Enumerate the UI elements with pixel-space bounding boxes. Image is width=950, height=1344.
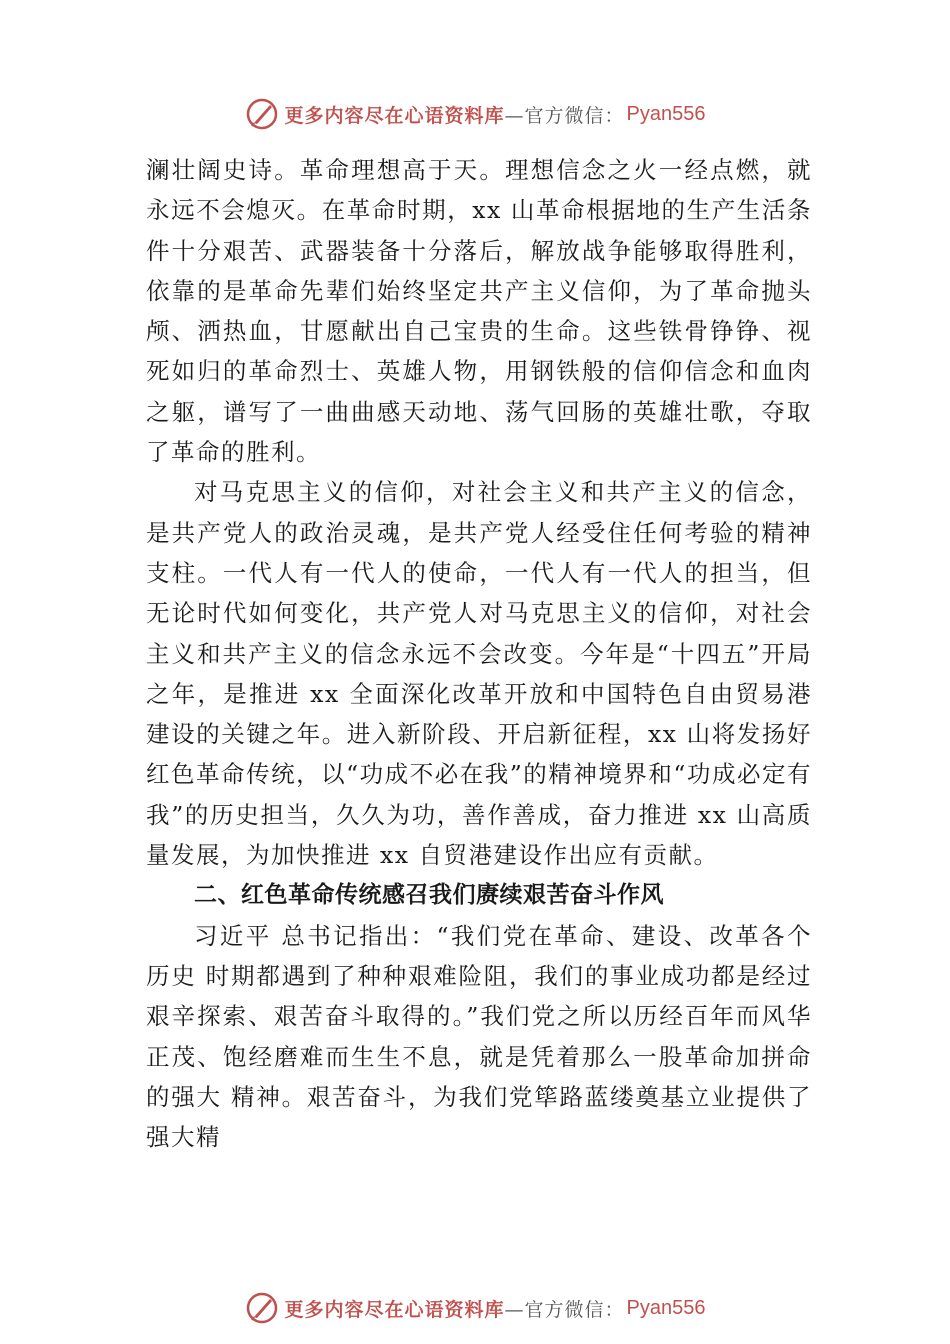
body-paragraph-1: 澜壮阔史诗。革命理想高于天。理想信念之火一经点燃，就永远不会熄灭。在革命时期，xx 山革命根据地的生产生活条件十分艰苦、武器装备十分落后，解放战争能够取得胜利，依靠的是革命先辈们始终坚定共产主义信仰，为了革命抛头颅、洒热血，甘愿献出自己宝贵的生命。这些铁骨铮铮、视死如归的革命烈士、英雄人物，用钢铁般的信仰信念和血肉之躯，谱写了一曲曲感天动地、荡气回肠的英雄壮歌，夺取了革命的胜利。 bbox=[146, 156, 812, 467]
footer-wechat-label: —官方微信： bbox=[504, 1298, 625, 1321]
header-wechat-label: —官方微信： bbox=[504, 104, 625, 127]
document-body bbox=[146, 150, 812, 1157]
header-wechat-account: Pyan556 bbox=[626, 102, 706, 125]
body-paragraph-2: 对马克思主义的信仰，对社会主义和共产主义的信念，是共产党人的政治灵魂，是共产党人经受住任何考验的精神支柱。一代人有一代人的使命，一代人有一代人的担当，但无论时代如何变化，共产党人对马克思主义的信仰，对社会主义和共产主义的信念永远不会改变。今年是“十四五”开局之年，是推进 xx 全面深化改革开放和中国特色自由贸易港建设的关键之年。进入新阶段、开启新征程，xx 山将发扬好红色革命传统，以“功成不必在我”的精神境界和“功成必定有我”的历史担当，久久为功，善作善成，奋力推进 xx 山高质量发展，为加快推进 xx 自贸港建设作出应有贡献。 bbox=[146, 478, 812, 870]
header-brand-text: 更多内容尽在心语资料库 bbox=[284, 104, 505, 127]
section-heading-2: 二、红色革命传统感召我们赓续艰苦奋斗作风 bbox=[194, 882, 664, 909]
header-banner bbox=[0, 94, 950, 134]
footer-brand-text: 更多内容尽在心语资料库 bbox=[284, 1298, 505, 1321]
footer-banner bbox=[0, 1288, 950, 1328]
body-paragraph-3: 习近平 总书记指出：“我们党在革命、建设、改革各个历史 时期都遇到了种种艰难险阻，我们的事业成功都是经过艰辛探索、艰苦奋斗取得的。”我们党之所以历经百年而风华正茂、饱经磨难而生生不息，就是凭着那么一股革命加拼命的强大 精神。艰苦奋斗，为我们党筚路蓝缕奠基立业提供了强大精 bbox=[146, 921, 812, 1152]
footer-wechat-account: Pyan556 bbox=[626, 1296, 706, 1319]
quill-logo-icon bbox=[245, 1291, 279, 1325]
quill-logo-icon bbox=[245, 97, 279, 131]
